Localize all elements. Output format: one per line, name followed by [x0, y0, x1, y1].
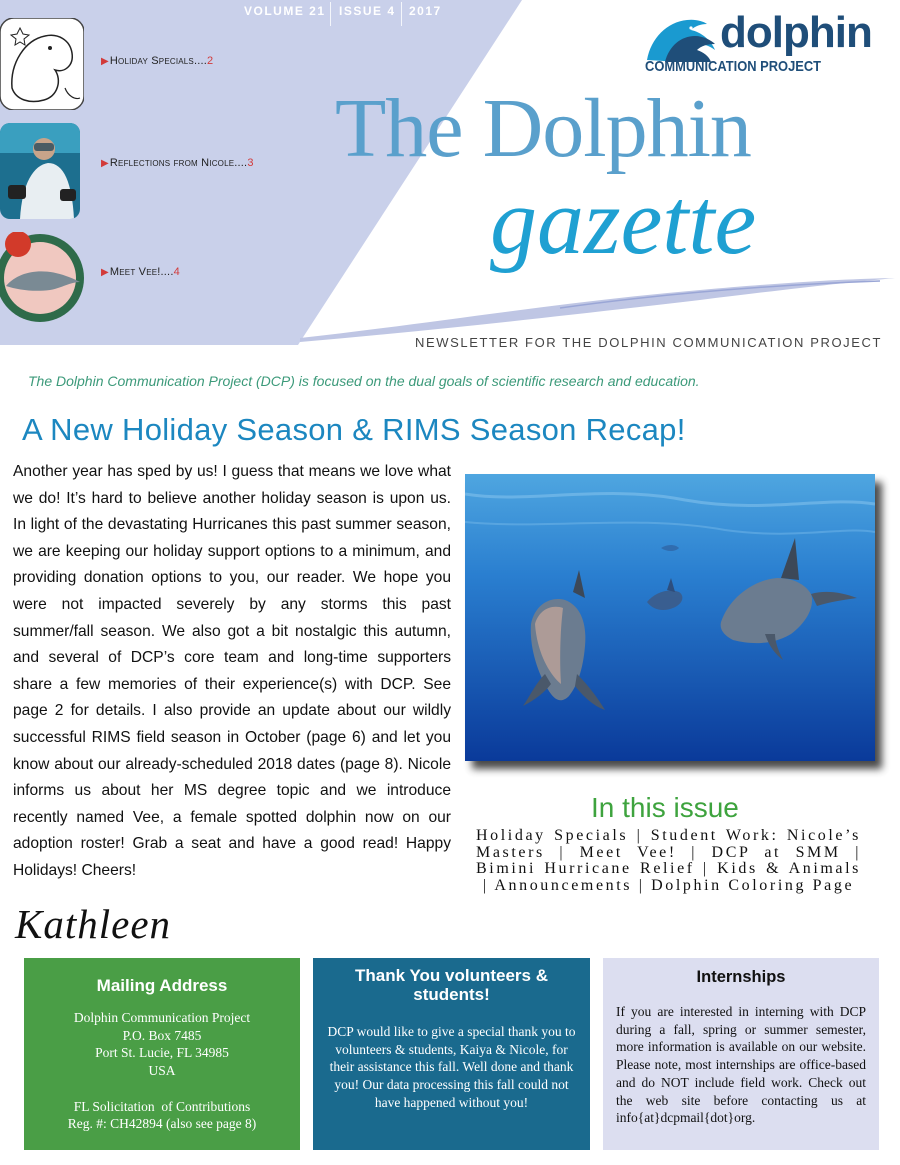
mailing-address-title: Mailing Address — [96, 976, 228, 995]
toc-item-holiday-specials[interactable]: ▶Holiday Specials....2 — [101, 55, 214, 67]
toc-item-meet-vee[interactable]: ▶Meet Vee!....4 — [101, 266, 180, 278]
meta-divider — [401, 2, 402, 26]
mission-statement: The Dolphin Communication Project (DCP) is focused on the dual goals of scientific research and education. — [28, 373, 700, 389]
dolphin-logo-icon — [645, 10, 725, 64]
logo-wordmark: dolphin — [720, 8, 872, 57]
in-this-issue-title: In this issue — [591, 792, 739, 823]
mailing-address-box — [24, 958, 300, 1150]
signature: Kathleen — [15, 901, 172, 947]
thank-you-title: Thank You volunteers & students! — [354, 966, 549, 1004]
masthead-title-line2: gazette — [490, 170, 757, 274]
toc-arrow-icon: ▶ — [101, 267, 109, 278]
internships-body: If you are interested in interning with DCP during a fall, spring or summer semester, more information is available on our website. Please note, most internships are office-based and do NOT include field work. Check out the web site before contacting us at info{at}dcpmail{dot}org. — [616, 1004, 866, 1126]
masthead-title-line1: The Dolphin — [335, 82, 751, 175]
dolphins-underwater-photo — [465, 474, 875, 761]
toc-arrow-icon: ▶ — [101, 56, 109, 67]
internships-box — [603, 958, 879, 1150]
diver-photo-thumbnail — [0, 123, 80, 219]
article-body: Another year has sped by us! I guess that means we love what we do! It’s hard to believe another holiday season is upon us. In light of the devastating Hurricanes this past summer season, we are keeping our holiday support options to a minimum, and providing donation options to you, our reader. We hope you were not impacted severely by any storms this past summer/fall season. We also got a bit nostalgic this autumn, and several of DCP’s core team and long-time supporters share a few memories of their experience(s) with DCP. See page 2 for details. I also provide an update about our wildly successful RIMS field season in October (page 6) and let you know about our already-scheduled 2018 dates (page 8). Nicole informs us about her MS degree topic and we introduce recently named Vee, a female spotted dolphin now on our adoption roster! Grab a seat and have a good read! Happy Holidays! Cheers! — [13, 463, 451, 879]
masthead-subtitle: NEWSLETTER FOR THE DOLPHIN COMMUNICATION PROJECT — [415, 335, 883, 350]
thank-you-body: DCP would like to give a special thank you to volunteers & students, Kaiya & Nicole, for their assistance this fall. Well done and thank you! Our data processing this fall could not have happened without you! — [327, 1024, 576, 1110]
internships-title: Internships — [696, 968, 786, 986]
vee-dolphin-thumbnail — [0, 232, 84, 324]
year-label: 2017 — [409, 4, 442, 18]
toc-item-reflections[interactable]: ▶Reflections from Nicole....3 — [101, 157, 254, 169]
toc-arrow-icon: ▶ — [101, 158, 109, 169]
volume-label: VOLUME 21 — [244, 4, 326, 18]
coloring-page-thumbnail — [0, 18, 84, 110]
issue-label: ISSUE 4 — [339, 4, 396, 18]
mailing-address-lines: Dolphin Communication Project P.O. Box 7485 Port St. Lucie, FL 34985 USA FL Solicitation of Contributions Reg. #: CH42894 (also see page 8) — [67, 1010, 257, 1132]
meta-divider — [330, 2, 331, 26]
thank-you-box — [313, 958, 590, 1150]
logo-subtitle: COMMUNICATION PROJECT — [645, 58, 822, 75]
article-headline: A New Holiday Season & RIMS Season Recap! — [22, 412, 686, 447]
in-this-issue-list: Holiday Specials | Student Work: Nicole’s Masters | Meet Vee! | DCP at SMM | Bimini Hurricane Relief | Kids & Animals | Announcements | Dolphin Coloring Page — [476, 827, 861, 894]
